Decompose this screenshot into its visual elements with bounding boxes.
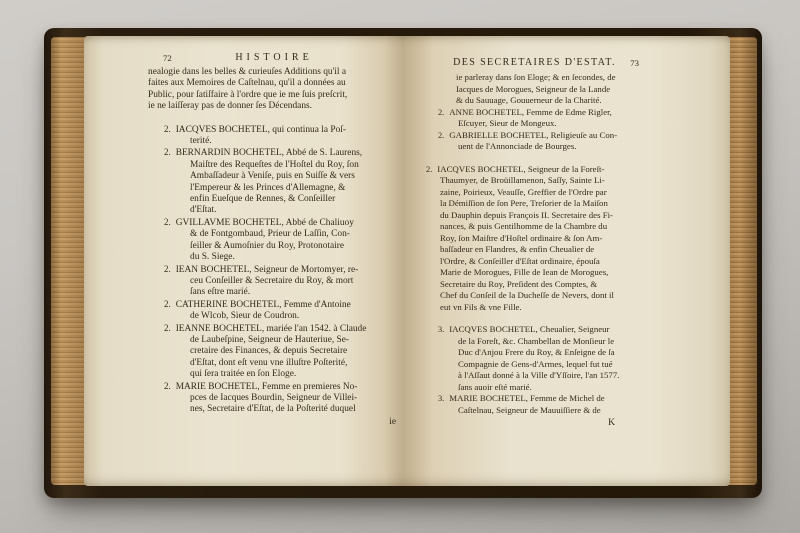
genealogy-entry bbox=[148, 299, 400, 323]
text-line: & du Sauuage, Gouuerneur de la Charité. bbox=[456, 95, 602, 105]
catchword: ie bbox=[389, 416, 396, 427]
paragraph bbox=[424, 72, 645, 107]
text-line bbox=[424, 324, 645, 336]
text-line: Thaumyer, de Broüillamenon, Saſſy, Sainte Li- bbox=[440, 175, 605, 185]
text-line bbox=[148, 381, 400, 393]
text-line: Eſcuyer, Sieur de Mongeux. bbox=[458, 118, 557, 128]
text-line bbox=[148, 264, 400, 276]
text-line: enfin Eueſque de Rennes, & Conſeiller bbox=[190, 194, 336, 205]
text-line: ie ne laiſſeray pas de donner ſes Décendans. bbox=[148, 101, 312, 112]
text-line: uent de l'Annonciade de Bourges. bbox=[458, 141, 577, 151]
text-line: Iacques de Morogues, Seigneur de la Lande bbox=[456, 83, 611, 94]
genealogy-entry bbox=[148, 381, 400, 416]
entry-text: GABRIELLE BOCHETEL, Religieuſe au Con- bbox=[449, 129, 618, 140]
text-line: nealogie dans les belles & curieuſes Additions qu'il a bbox=[148, 67, 347, 77]
genealogy-entry bbox=[424, 324, 645, 393]
entry-text: IACQVES BOCHETEL, qui continua la Poſ- bbox=[175, 124, 346, 135]
text-line bbox=[148, 217, 400, 229]
genealogy-entry bbox=[148, 124, 400, 148]
text-line: Chef du Conſeil de la Ducheſſe de Nevers, dont il bbox=[440, 290, 614, 300]
entry-text: IACQVES BOCHETEL, Seigneur de la Foreſt- bbox=[437, 163, 605, 174]
text-line bbox=[148, 299, 400, 311]
entry-number: 3. bbox=[438, 325, 445, 334]
text-line: qui ſera traitée en ſon Eloge. bbox=[190, 369, 297, 380]
text-line: du Dauphin depuis François II. Secretaire des Fi- bbox=[440, 209, 613, 220]
text-line bbox=[424, 130, 645, 142]
genealogy-entry bbox=[424, 164, 645, 314]
text-line: nes, Secretaire d'Eſtat, de la Poſterité duquel bbox=[190, 404, 356, 415]
entry-text: BERNARDIN BOCHETEL, Abbé de S. Laurens, bbox=[175, 148, 363, 159]
text-line bbox=[424, 393, 645, 405]
text-line: ſans auoir eſté marié. bbox=[458, 381, 532, 392]
text-line: ie parleray dans ſon Eloge; & en ſecondes, de bbox=[456, 72, 616, 82]
text-line: ceu Conſeiller & Secretaire du Roy, & mort bbox=[190, 275, 354, 286]
text-line: de la Foreſt, &c. Chambellan de Monſieur le bbox=[458, 335, 615, 346]
entry-text: IEAN BOCHETEL, Seigneur de Mortomyer, re- bbox=[175, 264, 359, 275]
text-line: Duc d'Anjou Frere du Roy, & Enſeigne de ſa bbox=[458, 347, 615, 357]
text-line: & de Fontgombaud, Prieur de Laſſin, Con- bbox=[190, 229, 350, 240]
text-line: baſſadeur en Flandres, & enfin Cheualier de bbox=[440, 244, 595, 254]
text-line bbox=[148, 323, 400, 335]
text-line: faites aux Memoires de Caſtelnau, qu'il a données au bbox=[148, 78, 346, 89]
genealogy-entry bbox=[148, 323, 400, 381]
text-line: d'Eſtat, dont eſt venu vne illuſtre Poſterité, bbox=[190, 357, 348, 368]
text-line bbox=[424, 164, 645, 176]
text-line: Marie de Morogues, Fille de Iean de Morogues, bbox=[440, 267, 609, 277]
text-line: terité. bbox=[190, 136, 212, 147]
right-page bbox=[424, 57, 645, 429]
left-page-header bbox=[148, 52, 400, 65]
book bbox=[44, 28, 762, 498]
entry-number: 2. bbox=[164, 147, 171, 158]
text-line: Roy, ſon Maiſtre d'Hoſtel ordinaire & ſon Am- bbox=[440, 232, 603, 243]
right-text-blocks bbox=[424, 72, 645, 416]
entry-number: 2. bbox=[164, 123, 171, 134]
entry-text: CATHERINE BOCHETEL, Femme d'Antoine bbox=[175, 299, 351, 310]
text-line: l'Empereur & les Princes d'Allemagne, & bbox=[190, 182, 346, 193]
right-page-number: 73 bbox=[630, 58, 639, 68]
text-line: zaine, Poirieux, Veauſſe, Greffier de l'Ordre par bbox=[440, 186, 607, 197]
text-line: de Wlcob, Sieur de Coudron. bbox=[190, 311, 300, 322]
entry-number: 3. bbox=[438, 394, 445, 403]
left-running-title: HISTOIRE bbox=[235, 52, 313, 63]
entry-number: 2. bbox=[438, 107, 445, 117]
left-page bbox=[148, 52, 400, 428]
text-line: eut vn Fils & vne Fille. bbox=[440, 301, 522, 312]
left-page-number: 72 bbox=[163, 53, 172, 63]
entry-text: IACQVES BOCHETEL, Cheualier, Seigneur bbox=[449, 324, 610, 334]
paragraph bbox=[148, 67, 400, 113]
entry-number: 2. bbox=[426, 164, 433, 174]
entry-number: 2. bbox=[164, 322, 171, 333]
entry-number: 2. bbox=[164, 380, 171, 391]
text-line: d'Eſtat. bbox=[190, 205, 217, 216]
text-line bbox=[148, 124, 400, 136]
text-line: ſans eſtre marié. bbox=[190, 287, 251, 298]
entry-number: 2. bbox=[438, 130, 445, 140]
entry-text: ANNE BOCHETEL, Femme de Edme Rigler, bbox=[449, 106, 612, 117]
entry-text: MARIE BOCHETEL, Femme en premieres No- bbox=[175, 381, 358, 392]
text-line bbox=[424, 107, 645, 119]
entry-text: GVILLAVME BOCHETEL, Abbé de Chaliuoy bbox=[175, 217, 354, 228]
entry-number: 2. bbox=[164, 263, 171, 274]
text-line: de Laubeſpine, Seigneur de Hauteriue, Se- bbox=[190, 334, 350, 345]
text-line: Ambaſſadeur à Veniſe, puis en Suiſſe & vers bbox=[190, 171, 355, 182]
text-line: cretaire des Finances, & depuis Secretaire bbox=[190, 346, 348, 357]
open-page-spread bbox=[84, 36, 730, 486]
genealogy-entry bbox=[424, 107, 645, 130]
entry-number: 2. bbox=[164, 216, 171, 227]
genealogy-entry bbox=[424, 393, 645, 416]
entry-number: 2. bbox=[164, 298, 171, 309]
text-line: nances, & puis Gentilhomme de la Chambre du bbox=[440, 221, 608, 231]
text-line: Maiſtre des Requeſtes de l'Hoſtel du Roy, ſon bbox=[190, 159, 359, 170]
text-line: du S. Siege. bbox=[190, 252, 235, 263]
text-line bbox=[148, 147, 400, 159]
text-line: pces de Iacques Bourdin, Seigneur de Villei- bbox=[190, 392, 358, 403]
page-edges-left bbox=[51, 37, 85, 485]
left-text-blocks bbox=[148, 67, 400, 416]
entry-text: IEANNE BOCHETEL, mariée l'an 1542. à Claude bbox=[175, 323, 367, 334]
genealogy-entry bbox=[148, 147, 400, 216]
text-line: Compagnie de Gens-d'Armes, lequel fut tué bbox=[458, 358, 613, 369]
right-page-header bbox=[424, 57, 645, 70]
text-line: Public, pour ſatiſfaire à l'ordre que ie me ſuis preſcrit, bbox=[148, 89, 348, 100]
text-line: à l'Aſſaut donné à la Ville d'Yſſoire, l'an 1577. bbox=[458, 370, 620, 380]
page-edges-right bbox=[729, 37, 757, 485]
signature-mark: K bbox=[608, 417, 615, 428]
right-running-title: DES SECRETAIRES D'ESTAT. bbox=[453, 57, 616, 68]
text-line: Caſtelnau, Seigneur de Mauuiſſiere & de bbox=[458, 404, 601, 415]
genealogy-entry bbox=[148, 264, 400, 299]
genealogy-entry bbox=[424, 130, 645, 153]
text-line: ſeiller & Aumoſnier du Roy, Protonotaire bbox=[190, 240, 345, 251]
genealogy-entry bbox=[148, 217, 400, 264]
text-line: la Démiſſion de ſon Pere, Treſorier de la Maiſon bbox=[440, 198, 608, 208]
text-line: l'Ordre, & Conſeiller d'Eſtat ordinaire, épouſa bbox=[440, 255, 600, 266]
text-line: Secretaire du Roy, Preſident des Comptes, & bbox=[440, 278, 598, 289]
entry-text: MARIE BOCHETEL, Femme de Michel de bbox=[449, 393, 605, 403]
